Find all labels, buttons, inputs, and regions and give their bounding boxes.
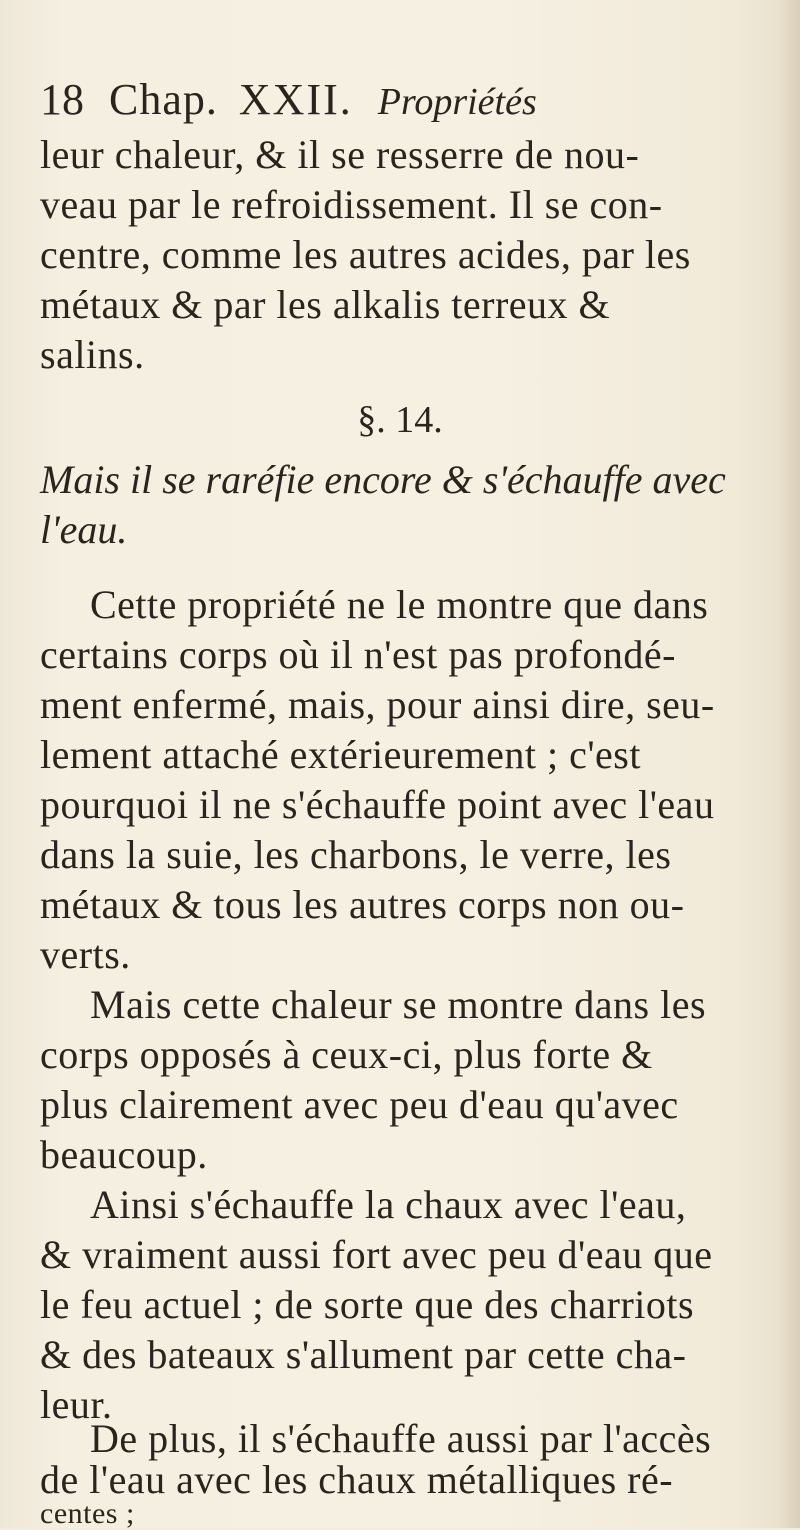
text-line: centes ;	[40, 1497, 135, 1530]
section-title: Mais il se raréfie encore & s'échauffe avec	[40, 457, 726, 502]
text-line: pourquoi il ne s'échauffe point avec l'eau	[40, 782, 715, 827]
page-edge-shadow	[778, 0, 800, 1528]
text-line: métaux & par les alkalis terreux &	[40, 282, 611, 327]
text-line: salins.	[40, 332, 145, 377]
running-header	[40, 70, 740, 130]
text-line: Ainsi s'échauffe la chaux avec l'eau,	[90, 1182, 687, 1227]
text-line: ment enfermé, mais, pour ainsi dire, seu-	[40, 682, 715, 727]
page-number: 18	[40, 75, 84, 124]
section-number: §. 14.	[357, 399, 443, 441]
text-line: & des bateaux s'allument par cette cha-	[40, 1332, 687, 1377]
text-line: De plus, il s'échauffe aussi par l'accès	[90, 1416, 712, 1461]
chapter-number: XXII.	[238, 75, 353, 124]
text-line: de l'eau avec les chaux métalliques ré-	[40, 1457, 674, 1502]
text-line: corps opposés à ceux-ci, plus forte &	[40, 1032, 653, 1077]
text-line: lement attaché extérieurement ; c'est	[40, 732, 641, 777]
section-title: l'eau.	[40, 507, 128, 552]
text-line: centre, comme les autres acides, par les	[40, 232, 691, 277]
text-line: & vraiment aussi fort avec peu d'eau que	[40, 1232, 713, 1277]
text-line: leur chaleur, & il se resserre de nou-	[40, 132, 640, 177]
text-line: beaucoup.	[40, 1132, 208, 1177]
text-line: plus clairement avec peu d'eau qu'avec	[40, 1082, 679, 1127]
running-title: Propriétés	[377, 81, 537, 123]
text-line: veau par le refroidissement. Il se con-	[40, 182, 663, 227]
text-line: verts.	[40, 932, 131, 977]
text-line: Mais cette chaleur se montre dans les	[90, 982, 707, 1027]
text-line: dans la suie, les charbons, le verre, les	[40, 832, 672, 877]
text-line: leur.	[40, 1382, 113, 1427]
text-line: métaux & tous les autres corps non ou-	[40, 882, 685, 927]
chapter-label: Chap.	[109, 75, 218, 124]
text-line: certains corps où il n'est pas profondé-	[40, 632, 676, 677]
text-line: Cette propriété ne le montre que dans	[90, 582, 709, 627]
text-line: le feu actuel ; de sorte que des charriots	[40, 1282, 695, 1327]
